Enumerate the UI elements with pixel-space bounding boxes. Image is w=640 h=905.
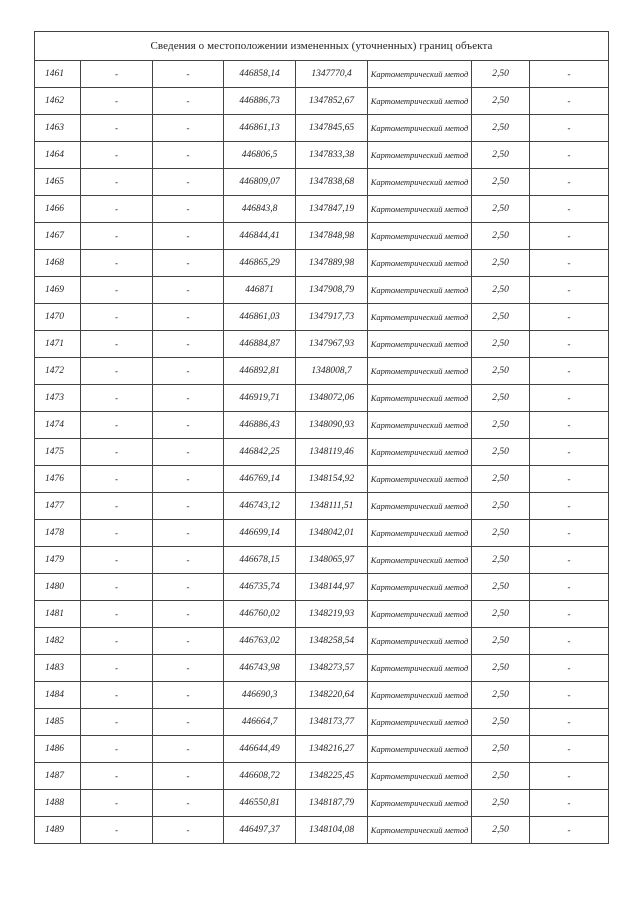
table-row: [35, 196, 609, 223]
table-row: [35, 304, 609, 331]
old-y-cell: -: [153, 331, 224, 358]
table-title-row: [35, 32, 609, 61]
table-row: [35, 412, 609, 439]
description-cell: -: [530, 115, 609, 142]
x-coordinate: 446497,37: [224, 817, 296, 844]
method-cell: Картометрический метод: [368, 304, 472, 331]
table-row: [35, 493, 609, 520]
precision-cell: 2,50: [472, 736, 530, 763]
precision-cell: 2,50: [472, 574, 530, 601]
x-coordinate: 446769,14: [224, 466, 296, 493]
x-coordinate: 446743,12: [224, 493, 296, 520]
old-x-cell: -: [81, 88, 153, 115]
method-cell: Картометрический метод: [368, 709, 472, 736]
old-x-cell: -: [81, 331, 153, 358]
x-coordinate: 446644,49: [224, 736, 296, 763]
table-row: [35, 763, 609, 790]
old-x-cell: -: [81, 736, 153, 763]
x-coordinate: 446871: [224, 277, 296, 304]
y-coordinate: 1348065,97: [296, 547, 368, 574]
description-cell: -: [530, 574, 609, 601]
precision-cell: 2,50: [472, 115, 530, 142]
method-cell: Картометрический метод: [368, 466, 472, 493]
y-coordinate: 1348173,77: [296, 709, 368, 736]
point-number: 1461: [35, 61, 81, 88]
point-number: 1470: [35, 304, 81, 331]
method-cell: Картометрический метод: [368, 547, 472, 574]
description-cell: -: [530, 250, 609, 277]
x-coordinate: 446892,81: [224, 358, 296, 385]
method-cell: Картометрический метод: [368, 520, 472, 547]
table-title: Сведения о местоположении измененных (уточненных) границ объекта: [35, 32, 609, 61]
y-coordinate: 1348119,46: [296, 439, 368, 466]
point-number: 1467: [35, 223, 81, 250]
point-number: 1481: [35, 601, 81, 628]
y-coordinate: 1348219,93: [296, 601, 368, 628]
y-coordinate: 1348154,92: [296, 466, 368, 493]
old-x-cell: -: [81, 655, 153, 682]
y-coordinate: 1347833,38: [296, 142, 368, 169]
method-cell: Картометрический метод: [368, 385, 472, 412]
precision-cell: 2,50: [472, 547, 530, 574]
table-row: [35, 385, 609, 412]
y-coordinate: 1348187,79: [296, 790, 368, 817]
old-y-cell: -: [153, 223, 224, 250]
point-number: 1476: [35, 466, 81, 493]
old-x-cell: -: [81, 169, 153, 196]
description-cell: -: [530, 61, 609, 88]
description-cell: -: [530, 88, 609, 115]
description-cell: -: [530, 520, 609, 547]
point-number: 1477: [35, 493, 81, 520]
old-x-cell: -: [81, 61, 153, 88]
old-x-cell: -: [81, 385, 153, 412]
x-coordinate: 446664,7: [224, 709, 296, 736]
table-row: [35, 655, 609, 682]
old-y-cell: -: [153, 385, 224, 412]
x-coordinate: 446608,72: [224, 763, 296, 790]
x-coordinate: 446743,98: [224, 655, 296, 682]
old-x-cell: -: [81, 412, 153, 439]
description-cell: -: [530, 790, 609, 817]
description-cell: -: [530, 736, 609, 763]
y-coordinate: 1347770,4: [296, 61, 368, 88]
table-row: [35, 709, 609, 736]
boundary-coordinates-table: [34, 31, 609, 844]
y-coordinate: 1347847,19: [296, 196, 368, 223]
old-x-cell: -: [81, 304, 153, 331]
table-row: [35, 358, 609, 385]
description-cell: -: [530, 169, 609, 196]
old-y-cell: -: [153, 682, 224, 709]
old-x-cell: -: [81, 196, 153, 223]
method-cell: Картометрический метод: [368, 331, 472, 358]
old-y-cell: -: [153, 655, 224, 682]
old-y-cell: -: [153, 142, 224, 169]
precision-cell: 2,50: [472, 250, 530, 277]
method-cell: Картометрический метод: [368, 574, 472, 601]
description-cell: -: [530, 709, 609, 736]
x-coordinate: 446858,14: [224, 61, 296, 88]
precision-cell: 2,50: [472, 142, 530, 169]
old-x-cell: -: [81, 601, 153, 628]
method-cell: Картометрический метод: [368, 169, 472, 196]
point-number: 1462: [35, 88, 81, 115]
precision-cell: 2,50: [472, 655, 530, 682]
x-coordinate: 446763,02: [224, 628, 296, 655]
point-number: 1489: [35, 817, 81, 844]
x-coordinate: 446886,73: [224, 88, 296, 115]
table-row: [35, 574, 609, 601]
method-cell: Картометрический метод: [368, 439, 472, 466]
method-cell: Картометрический метод: [368, 601, 472, 628]
point-number: 1463: [35, 115, 81, 142]
precision-cell: 2,50: [472, 493, 530, 520]
point-number: 1469: [35, 277, 81, 304]
old-x-cell: -: [81, 277, 153, 304]
precision-cell: 2,50: [472, 61, 530, 88]
point-number: 1483: [35, 655, 81, 682]
description-cell: -: [530, 601, 609, 628]
old-x-cell: -: [81, 250, 153, 277]
old-y-cell: -: [153, 817, 224, 844]
description-cell: -: [530, 466, 609, 493]
point-number: 1479: [35, 547, 81, 574]
old-y-cell: -: [153, 628, 224, 655]
method-cell: Картометрический метод: [368, 61, 472, 88]
description-cell: -: [530, 277, 609, 304]
old-y-cell: -: [153, 115, 224, 142]
precision-cell: 2,50: [472, 277, 530, 304]
method-cell: Картометрический метод: [368, 655, 472, 682]
table-row: [35, 142, 609, 169]
old-x-cell: -: [81, 115, 153, 142]
y-coordinate: 1348144,97: [296, 574, 368, 601]
y-coordinate: 1347848,98: [296, 223, 368, 250]
table-row: [35, 601, 609, 628]
x-coordinate: 446919,71: [224, 385, 296, 412]
y-coordinate: 1347917,73: [296, 304, 368, 331]
old-x-cell: -: [81, 790, 153, 817]
y-coordinate: 1348090,93: [296, 412, 368, 439]
description-cell: -: [530, 547, 609, 574]
table-row: [35, 790, 609, 817]
method-cell: Картометрический метод: [368, 88, 472, 115]
precision-cell: 2,50: [472, 88, 530, 115]
description-cell: -: [530, 412, 609, 439]
description-cell: -: [530, 358, 609, 385]
old-y-cell: -: [153, 61, 224, 88]
method-cell: Картометрический метод: [368, 736, 472, 763]
description-cell: -: [530, 196, 609, 223]
old-y-cell: -: [153, 736, 224, 763]
old-y-cell: -: [153, 763, 224, 790]
old-x-cell: -: [81, 547, 153, 574]
method-cell: Картометрический метод: [368, 790, 472, 817]
table-row: [35, 736, 609, 763]
point-number: 1482: [35, 628, 81, 655]
precision-cell: 2,50: [472, 385, 530, 412]
point-number: 1475: [35, 439, 81, 466]
x-coordinate: 446678,15: [224, 547, 296, 574]
old-y-cell: -: [153, 277, 224, 304]
description-cell: -: [530, 223, 609, 250]
method-cell: Картометрический метод: [368, 493, 472, 520]
method-cell: Картометрический метод: [368, 223, 472, 250]
x-coordinate: 446886,43: [224, 412, 296, 439]
precision-cell: 2,50: [472, 358, 530, 385]
description-cell: -: [530, 142, 609, 169]
old-x-cell: -: [81, 520, 153, 547]
description-cell: -: [530, 763, 609, 790]
old-y-cell: -: [153, 304, 224, 331]
old-x-cell: -: [81, 223, 153, 250]
old-x-cell: -: [81, 682, 153, 709]
y-coordinate: 1348008,7: [296, 358, 368, 385]
y-coordinate: 1347967,93: [296, 331, 368, 358]
method-cell: Картометрический метод: [368, 358, 472, 385]
y-coordinate: 1348072,06: [296, 385, 368, 412]
point-number: 1464: [35, 142, 81, 169]
old-y-cell: -: [153, 493, 224, 520]
old-x-cell: -: [81, 358, 153, 385]
description-cell: -: [530, 628, 609, 655]
table-row: [35, 61, 609, 88]
x-coordinate: 446699,14: [224, 520, 296, 547]
method-cell: Картометрический метод: [368, 277, 472, 304]
old-x-cell: -: [81, 142, 153, 169]
y-coordinate: 1348104,08: [296, 817, 368, 844]
table-row: [35, 331, 609, 358]
y-coordinate: 1348042,01: [296, 520, 368, 547]
description-cell: -: [530, 304, 609, 331]
precision-cell: 2,50: [472, 304, 530, 331]
x-coordinate: 446843,8: [224, 196, 296, 223]
table-row: [35, 169, 609, 196]
old-x-cell: -: [81, 817, 153, 844]
old-x-cell: -: [81, 628, 153, 655]
precision-cell: 2,50: [472, 439, 530, 466]
table-row: [35, 628, 609, 655]
precision-cell: 2,50: [472, 223, 530, 250]
description-cell: -: [530, 655, 609, 682]
old-y-cell: -: [153, 466, 224, 493]
old-y-cell: -: [153, 790, 224, 817]
method-cell: Картометрический метод: [368, 142, 472, 169]
table-row: [35, 682, 609, 709]
point-number: 1466: [35, 196, 81, 223]
method-cell: Картометрический метод: [368, 682, 472, 709]
old-x-cell: -: [81, 493, 153, 520]
x-coordinate: 446690,3: [224, 682, 296, 709]
precision-cell: 2,50: [472, 682, 530, 709]
precision-cell: 2,50: [472, 763, 530, 790]
description-cell: -: [530, 682, 609, 709]
method-cell: Картометрический метод: [368, 817, 472, 844]
precision-cell: 2,50: [472, 628, 530, 655]
old-x-cell: -: [81, 439, 153, 466]
point-number: 1484: [35, 682, 81, 709]
table-row: [35, 277, 609, 304]
point-number: 1478: [35, 520, 81, 547]
table-row: [35, 115, 609, 142]
precision-cell: 2,50: [472, 790, 530, 817]
old-y-cell: -: [153, 709, 224, 736]
y-coordinate: 1347845,65: [296, 115, 368, 142]
x-coordinate: 446861,03: [224, 304, 296, 331]
method-cell: Картометрический метод: [368, 115, 472, 142]
description-cell: -: [530, 493, 609, 520]
table-row: [35, 466, 609, 493]
table-row: [35, 817, 609, 844]
table-row: [35, 223, 609, 250]
point-number: 1473: [35, 385, 81, 412]
x-coordinate: 446884,87: [224, 331, 296, 358]
old-y-cell: -: [153, 601, 224, 628]
y-coordinate: 1347838,68: [296, 169, 368, 196]
method-cell: Картометрический метод: [368, 628, 472, 655]
method-cell: Картометрический метод: [368, 763, 472, 790]
precision-cell: 2,50: [472, 601, 530, 628]
point-number: 1488: [35, 790, 81, 817]
x-coordinate: 446865,29: [224, 250, 296, 277]
method-cell: Картометрический метод: [368, 250, 472, 277]
old-y-cell: -: [153, 358, 224, 385]
x-coordinate: 446809,07: [224, 169, 296, 196]
old-y-cell: -: [153, 574, 224, 601]
old-x-cell: -: [81, 763, 153, 790]
x-coordinate: 446842,25: [224, 439, 296, 466]
y-coordinate: 1347852,67: [296, 88, 368, 115]
point-number: 1471: [35, 331, 81, 358]
table-row: [35, 547, 609, 574]
precision-cell: 2,50: [472, 412, 530, 439]
precision-cell: 2,50: [472, 169, 530, 196]
table-row: [35, 439, 609, 466]
precision-cell: 2,50: [472, 709, 530, 736]
y-coordinate: 1348220,64: [296, 682, 368, 709]
precision-cell: 2,50: [472, 520, 530, 547]
point-number: 1486: [35, 736, 81, 763]
old-x-cell: -: [81, 466, 153, 493]
old-y-cell: -: [153, 196, 224, 223]
precision-cell: 2,50: [472, 331, 530, 358]
x-coordinate: 446806,5: [224, 142, 296, 169]
point-number: 1472: [35, 358, 81, 385]
old-y-cell: -: [153, 547, 224, 574]
old-x-cell: -: [81, 574, 153, 601]
old-y-cell: -: [153, 88, 224, 115]
y-coordinate: 1348258,54: [296, 628, 368, 655]
point-number: 1487: [35, 763, 81, 790]
point-number: 1485: [35, 709, 81, 736]
x-coordinate: 446550,81: [224, 790, 296, 817]
description-cell: -: [530, 385, 609, 412]
old-y-cell: -: [153, 412, 224, 439]
method-cell: Картометрический метод: [368, 412, 472, 439]
point-number: 1465: [35, 169, 81, 196]
description-cell: -: [530, 439, 609, 466]
point-number: 1480: [35, 574, 81, 601]
old-y-cell: -: [153, 520, 224, 547]
old-y-cell: -: [153, 250, 224, 277]
y-coordinate: 1348225,45: [296, 763, 368, 790]
old-x-cell: -: [81, 709, 153, 736]
x-coordinate: 446760,02: [224, 601, 296, 628]
y-coordinate: 1348273,57: [296, 655, 368, 682]
point-number: 1468: [35, 250, 81, 277]
y-coordinate: 1348111,51: [296, 493, 368, 520]
table-row: [35, 520, 609, 547]
old-y-cell: -: [153, 169, 224, 196]
old-y-cell: -: [153, 439, 224, 466]
point-number: 1474: [35, 412, 81, 439]
x-coordinate: 446861,13: [224, 115, 296, 142]
precision-cell: 2,50: [472, 817, 530, 844]
description-cell: -: [530, 331, 609, 358]
x-coordinate: 446844,41: [224, 223, 296, 250]
method-cell: Картометрический метод: [368, 196, 472, 223]
y-coordinate: 1347908,79: [296, 277, 368, 304]
table-row: [35, 88, 609, 115]
x-coordinate: 446735,74: [224, 574, 296, 601]
description-cell: -: [530, 817, 609, 844]
y-coordinate: 1347889,98: [296, 250, 368, 277]
table-row: [35, 250, 609, 277]
precision-cell: 2,50: [472, 466, 530, 493]
y-coordinate: 1348216,27: [296, 736, 368, 763]
precision-cell: 2,50: [472, 196, 530, 223]
